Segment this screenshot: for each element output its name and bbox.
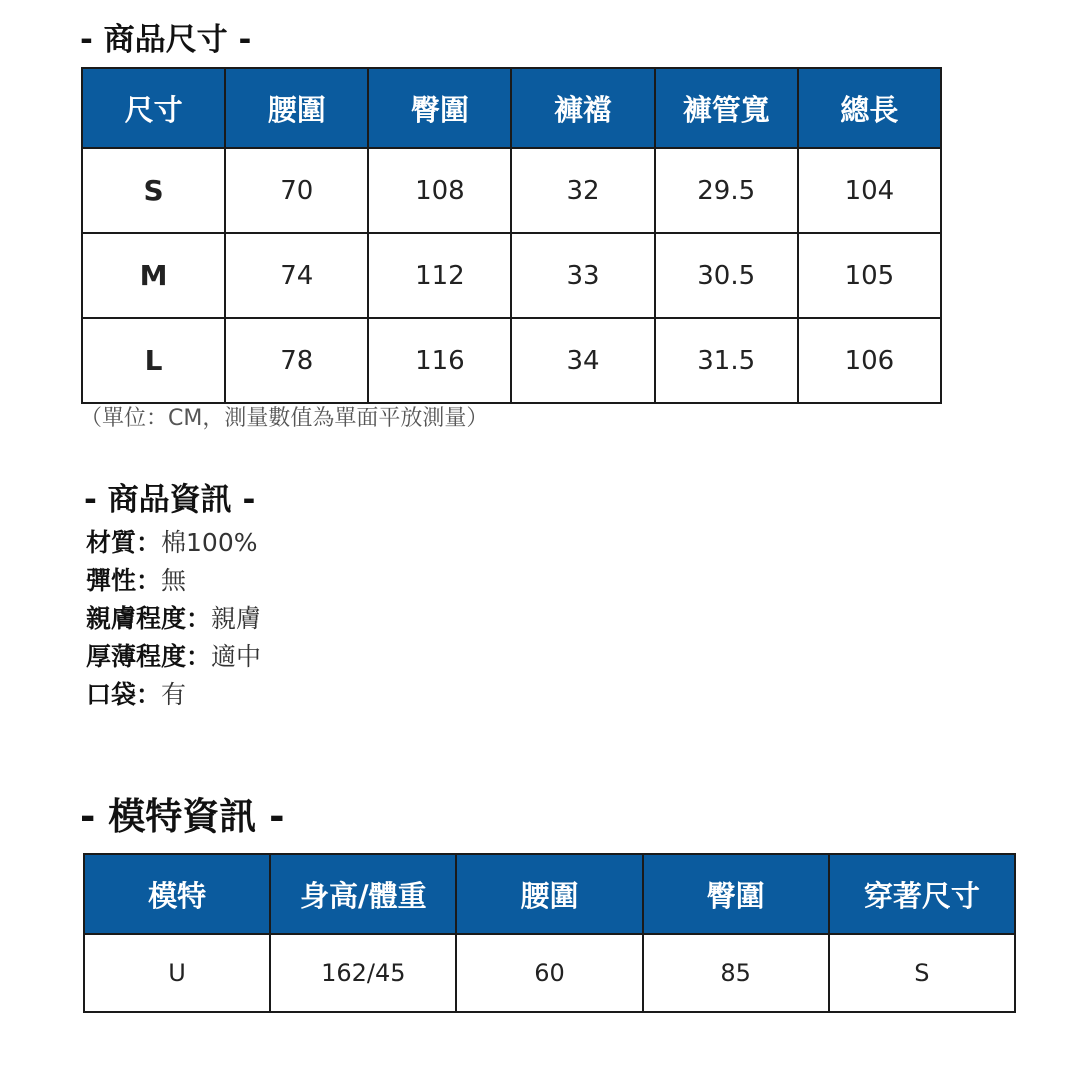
leg-opening-cell: 29.5 xyxy=(655,148,798,233)
info-label: 彈性 xyxy=(86,566,137,595)
size-section-title: - 商品尺寸 - xyxy=(80,22,252,58)
table-row xyxy=(82,318,941,403)
hip-cell: 112 xyxy=(368,233,511,318)
info-item-elasticity xyxy=(86,562,261,600)
waist-cell: 78 xyxy=(225,318,368,403)
header-worn-size: 穿著尺寸 xyxy=(829,854,1015,934)
model-name-cell: U xyxy=(84,934,270,1012)
info-label: 口袋 xyxy=(86,680,137,709)
size-table-header-row xyxy=(82,68,941,148)
header-model-waist: 腰圍 xyxy=(456,854,642,934)
info-label: 材質 xyxy=(86,528,137,557)
info-value: 適中 xyxy=(211,642,262,671)
table-row xyxy=(84,934,1015,1012)
info-label: 厚薄程度 xyxy=(86,642,187,671)
info-value: 親膚 xyxy=(211,604,262,633)
size-table xyxy=(81,67,942,404)
leg-opening-cell: 31.5 xyxy=(655,318,798,403)
product-info-list xyxy=(86,524,261,714)
rise-cell: 33 xyxy=(511,233,654,318)
size-cell: S xyxy=(82,148,225,233)
rise-cell: 34 xyxy=(511,318,654,403)
header-hip: 臀圍 xyxy=(368,68,511,148)
rise-cell: 32 xyxy=(511,148,654,233)
size-unit-note: （單位：CM，測量數值為單面平放測量） xyxy=(80,406,489,431)
info-label: 親膚程度 xyxy=(86,604,187,633)
info-item-pockets xyxy=(86,676,261,714)
info-item-skin-friendliness xyxy=(86,600,261,638)
leg-opening-cell: 30.5 xyxy=(655,233,798,318)
header-model: 模特 xyxy=(84,854,270,934)
hip-cell: 116 xyxy=(368,318,511,403)
info-value: 棉100% xyxy=(161,528,258,557)
header-model-hip: 臀圍 xyxy=(643,854,829,934)
header-length: 總長 xyxy=(798,68,941,148)
length-cell: 105 xyxy=(798,233,941,318)
model-info-title: - 模特資訊 - xyxy=(80,795,285,838)
hip-cell: 108 xyxy=(368,148,511,233)
model-table xyxy=(83,853,1016,1013)
waist-cell: 70 xyxy=(225,148,368,233)
info-separator: ： xyxy=(136,528,162,557)
size-cell: L xyxy=(82,318,225,403)
info-separator: ： xyxy=(136,680,162,709)
info-item-thickness xyxy=(86,638,261,676)
info-separator: ： xyxy=(136,566,162,595)
model-table-header-row xyxy=(84,854,1015,934)
header-rise: 褲襠 xyxy=(511,68,654,148)
header-waist: 腰圍 xyxy=(225,68,368,148)
info-separator: ： xyxy=(186,604,212,633)
table-row xyxy=(82,233,941,318)
height-weight-cell: 162/45 xyxy=(270,934,456,1012)
size-cell: M xyxy=(82,233,225,318)
info-separator: ： xyxy=(186,642,212,671)
info-value: 無 xyxy=(161,566,187,595)
table-row xyxy=(82,148,941,233)
model-waist-cell: 60 xyxy=(456,934,642,1012)
info-value: 有 xyxy=(161,680,187,709)
length-cell: 104 xyxy=(798,148,941,233)
header-size: 尺寸 xyxy=(82,68,225,148)
header-height-weight: 身高/體重 xyxy=(270,854,456,934)
waist-cell: 74 xyxy=(225,233,368,318)
product-info-title: - 商品資訊 - xyxy=(84,482,256,518)
worn-size-cell: S xyxy=(829,934,1015,1012)
length-cell: 106 xyxy=(798,318,941,403)
header-leg-opening: 褲管寬 xyxy=(655,68,798,148)
info-item-material xyxy=(86,524,261,562)
model-hip-cell: 85 xyxy=(643,934,829,1012)
